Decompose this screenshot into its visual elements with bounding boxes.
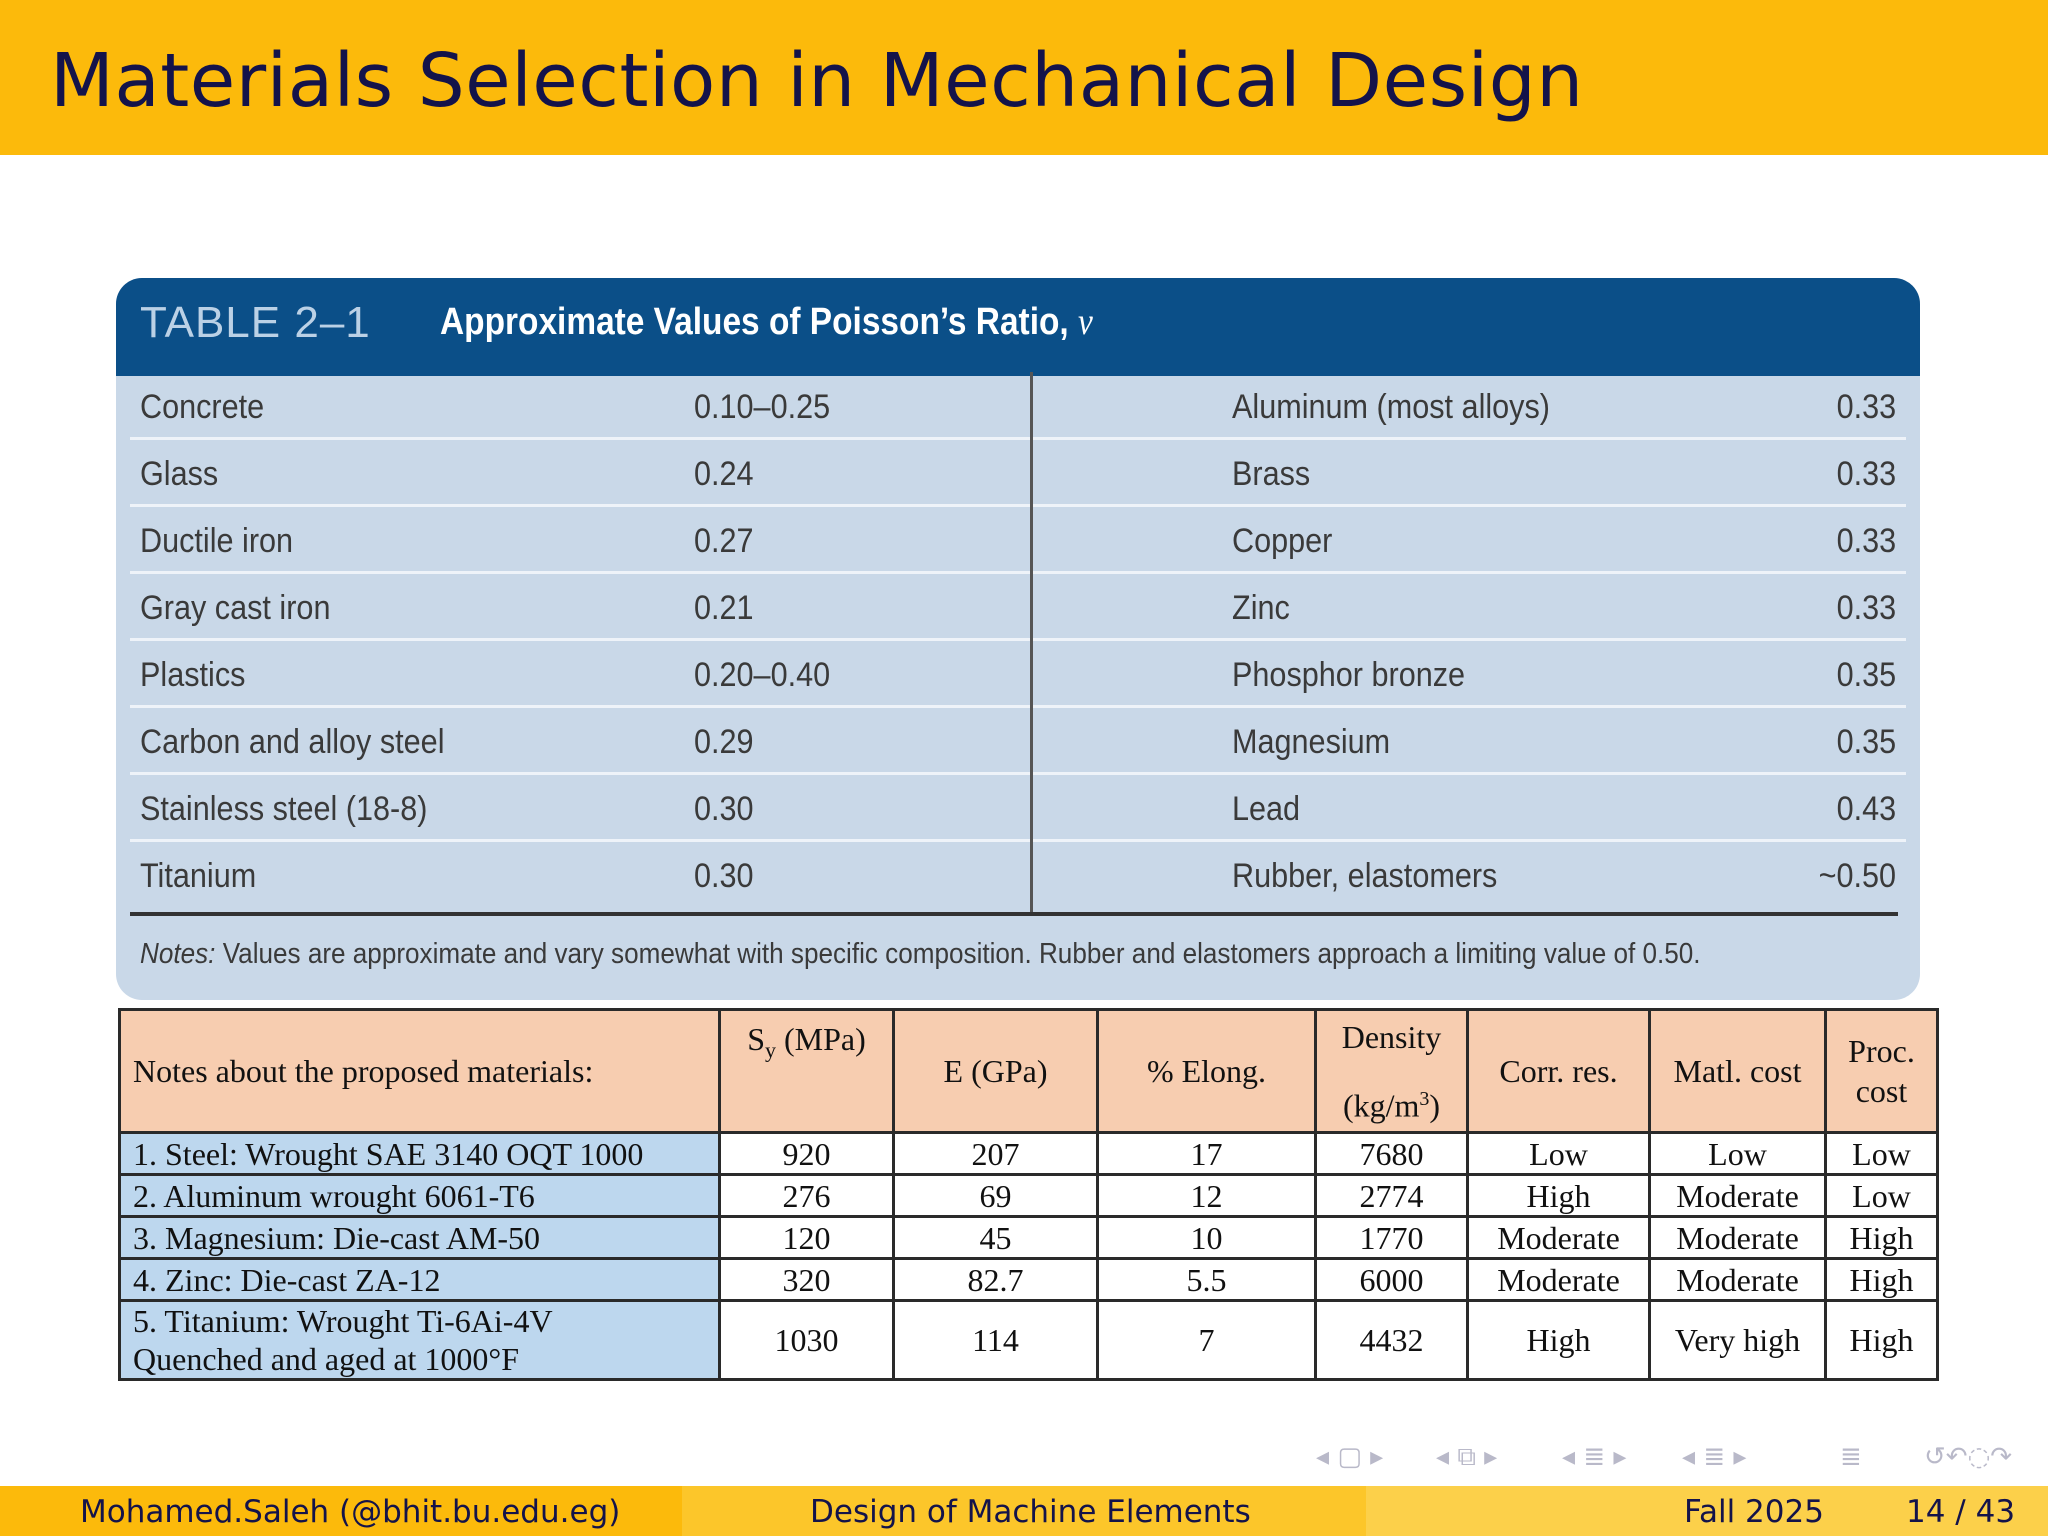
sy-value: 920: [720, 1133, 894, 1175]
nav-subsection-icon[interactable]: ◂ ⧉ ▸: [1436, 1442, 1498, 1472]
density-label: Density: [1341, 1018, 1442, 1055]
right-material: Aluminum (most alloys): [1232, 388, 1550, 426]
density-unit: [1323, 1079, 1460, 1126]
right-ratio-value: 0.33: [1836, 522, 1896, 560]
modulus-value: 207: [894, 1133, 1098, 1175]
corrosion-value: High: [1468, 1175, 1650, 1217]
elongation-value: 12: [1098, 1175, 1316, 1217]
process-cost-value: Low: [1826, 1175, 1938, 1217]
modulus-value: 114: [894, 1301, 1098, 1380]
sy-value: 1030: [720, 1301, 894, 1380]
table-row: [120, 1259, 1938, 1301]
modulus-value: 69: [894, 1175, 1098, 1217]
material-cost-value: Moderate: [1650, 1175, 1826, 1217]
row-separator: [130, 571, 1906, 574]
right-material: Rubber, elastomers: [1232, 857, 1498, 895]
process-cost-value: Low: [1826, 1133, 1938, 1175]
table-row: [120, 1175, 1938, 1217]
material-cost-value: Low: [1650, 1133, 1826, 1175]
density-value: 2774: [1316, 1175, 1468, 1217]
right-ratio-value: 0.35: [1836, 723, 1896, 761]
row-separator: [130, 772, 1906, 775]
corrosion-value: High: [1468, 1301, 1650, 1380]
corrosion-value: Moderate: [1468, 1217, 1650, 1259]
poisson-ratio-table: [116, 278, 1920, 1000]
modulus-value: 82.7: [894, 1259, 1098, 1301]
density-value: 4432: [1316, 1301, 1468, 1380]
nav-frame-icon[interactable]: ◂ ▢ ▸: [1316, 1442, 1384, 1472]
material-name: 4. Zinc: Die-cast ZA-12: [120, 1259, 720, 1301]
footer-term: Fall 2025: [1684, 1494, 1824, 1530]
nav-search-icon[interactable]: ↺↶◌↷: [1924, 1442, 2013, 1472]
process-cost-header: [1826, 1010, 1938, 1133]
material-name: 3. Magnesium: Die-cast AM-50: [120, 1217, 720, 1259]
material-cost-value: Moderate: [1650, 1259, 1826, 1301]
modulus-header: E (GPa): [894, 1010, 1098, 1133]
poisson-table-body: [116, 376, 1920, 1000]
sy-symbol: S: [747, 1021, 766, 1057]
density-unit-close: ): [1429, 1087, 1441, 1124]
table-number: TABLE 2–1: [140, 298, 371, 347]
material-name-line-1: 5. Titanium: Wrought Ti-6Ai-4V: [133, 1303, 553, 1339]
footer-course-segment: [682, 1486, 1366, 1536]
modulus-value: 45: [894, 1217, 1098, 1259]
footer-term-segment: [1366, 1486, 2048, 1536]
right-ratio-value: 0.33: [1836, 589, 1896, 627]
corrosion-value: Moderate: [1468, 1259, 1650, 1301]
right-material: Zinc: [1232, 589, 1290, 627]
table-caption-text: Approximate Values of Poisson’s Ratio,: [440, 301, 1069, 343]
elongation-value: 5.5: [1098, 1259, 1316, 1301]
table-row: [120, 1301, 1938, 1380]
footer-author: Mohamed.Saleh (@bhit.bu.edu.eg): [80, 1494, 621, 1530]
density-unit-exponent: 3: [1419, 1087, 1430, 1110]
table-row: [120, 1217, 1938, 1259]
left-material: Concrete: [140, 388, 265, 426]
corrosion-header: Corr. res.: [1468, 1010, 1650, 1133]
materials-table: [118, 1008, 1939, 1381]
sy-header: [720, 1010, 894, 1133]
row-separator: [130, 504, 1906, 507]
process-cost-label-1: Proc.: [1848, 1033, 1915, 1069]
sy-unit: (MPa): [776, 1021, 866, 1057]
process-cost-value: High: [1826, 1301, 1938, 1380]
notes-header: Notes about the proposed materials:: [120, 1010, 720, 1133]
left-material: Gray cast iron: [140, 589, 331, 627]
right-ratio-value: ~0.50: [1818, 857, 1896, 895]
left-material: Ductile iron: [140, 522, 294, 560]
table-bottom-rule: [130, 912, 1898, 916]
left-material: Titanium: [140, 857, 257, 895]
table-row: [116, 845, 1920, 909]
left-ratio-value: 0.20–0.40: [694, 656, 831, 694]
left-ratio-value: 0.29: [694, 723, 754, 761]
footer-author-segment: [0, 1486, 682, 1536]
row-separator: [130, 839, 1906, 842]
material-cost-header: Matl. cost: [1650, 1010, 1826, 1133]
column-divider: [1030, 372, 1033, 912]
row-separator: [130, 437, 1906, 440]
nu-symbol: ν: [1078, 301, 1093, 343]
left-material: Carbon and alloy steel: [140, 723, 445, 761]
table-row: [120, 1133, 1938, 1175]
footer-course: Design of Machine Elements: [810, 1494, 1251, 1530]
left-ratio-value: 0.10–0.25: [694, 388, 831, 426]
material-name-line-2: Quenched and aged at 1000°F: [133, 1341, 520, 1377]
table-row: [116, 644, 1920, 708]
process-cost-label-2: cost: [1855, 1073, 1908, 1109]
material-cost-value: Very high: [1650, 1301, 1826, 1380]
left-ratio-value: 0.21: [694, 589, 754, 627]
table-row: [116, 711, 1920, 775]
density-value: 7680: [1316, 1133, 1468, 1175]
materials-header-row: [120, 1010, 1938, 1133]
left-ratio-value: 0.27: [694, 522, 754, 560]
material-name: 2. Aluminum wrought 6061-T6: [120, 1175, 720, 1217]
sy-value: 276: [720, 1175, 894, 1217]
process-cost-value: High: [1826, 1259, 1938, 1301]
nav-toc-icon[interactable]: ≣: [1840, 1442, 1862, 1472]
right-material: Brass: [1232, 455, 1311, 493]
elongation-value: 17: [1098, 1133, 1316, 1175]
left-material: Plastics: [140, 656, 246, 694]
table-row: [116, 376, 1920, 440]
density-unit-base: (kg/m: [1342, 1087, 1420, 1124]
poisson-table-header: [116, 278, 1920, 376]
right-ratio-value: 0.33: [1836, 388, 1896, 426]
row-separator: [130, 638, 1906, 641]
left-ratio-value: 0.30: [694, 790, 754, 828]
elongation-value: 10: [1098, 1217, 1316, 1259]
nav-section-icon[interactable]: ◂ ≣ ▸: [1562, 1442, 1627, 1472]
sy-value: 320: [720, 1259, 894, 1301]
material-cost-value: Moderate: [1650, 1217, 1826, 1259]
elongation-value: 7: [1098, 1301, 1316, 1380]
left-ratio-value: 0.30: [694, 857, 754, 895]
footer: [0, 1486, 2048, 1536]
table-row: [116, 510, 1920, 574]
nav-section-next-icon[interactable]: ◂ ≣ ▸: [1682, 1442, 1747, 1472]
material-name: 1. Steel: Wrought SAE 3140 OQT 1000: [120, 1133, 720, 1175]
density-header: [1316, 1010, 1468, 1133]
table-row: [116, 577, 1920, 641]
left-material: Glass: [140, 455, 219, 493]
density-value: 6000: [1316, 1259, 1468, 1301]
footer-page-number: 14 / 43: [1906, 1494, 2016, 1530]
right-ratio-value: 0.33: [1836, 455, 1896, 493]
notes-text: Values are approximate and vary somewhat with specific composition. Rubber and elastomers approach a limiting value of 0.50.: [222, 938, 1701, 970]
elongation-header: % Elong.: [1098, 1010, 1316, 1133]
table-row: [116, 778, 1920, 842]
right-material: Magnesium: [1232, 723, 1391, 761]
table-notes: [140, 938, 1701, 971]
right-material: Phosphor bronze: [1232, 656, 1466, 694]
corrosion-value: Low: [1468, 1133, 1650, 1175]
sy-value: 120: [720, 1217, 894, 1259]
material-name: [120, 1301, 720, 1380]
table-row: [116, 443, 1920, 507]
right-material: Lead: [1232, 790, 1301, 828]
right-ratio-value: 0.43: [1836, 790, 1896, 828]
notes-label: Notes:: [140, 938, 216, 970]
title-bar: [0, 0, 2048, 155]
left-ratio-value: 0.24: [694, 455, 754, 493]
right-ratio-value: 0.35: [1836, 656, 1896, 694]
left-material: Stainless steel (18-8): [140, 790, 428, 828]
sy-subscript: y: [765, 1037, 777, 1063]
right-material: Copper: [1232, 522, 1333, 560]
density-value: 1770: [1316, 1217, 1468, 1259]
row-separator: [130, 705, 1906, 708]
table-caption: [440, 300, 1093, 344]
slide-title: Materials Selection in Mechanical Design: [50, 38, 1584, 124]
process-cost-value: High: [1826, 1217, 1938, 1259]
